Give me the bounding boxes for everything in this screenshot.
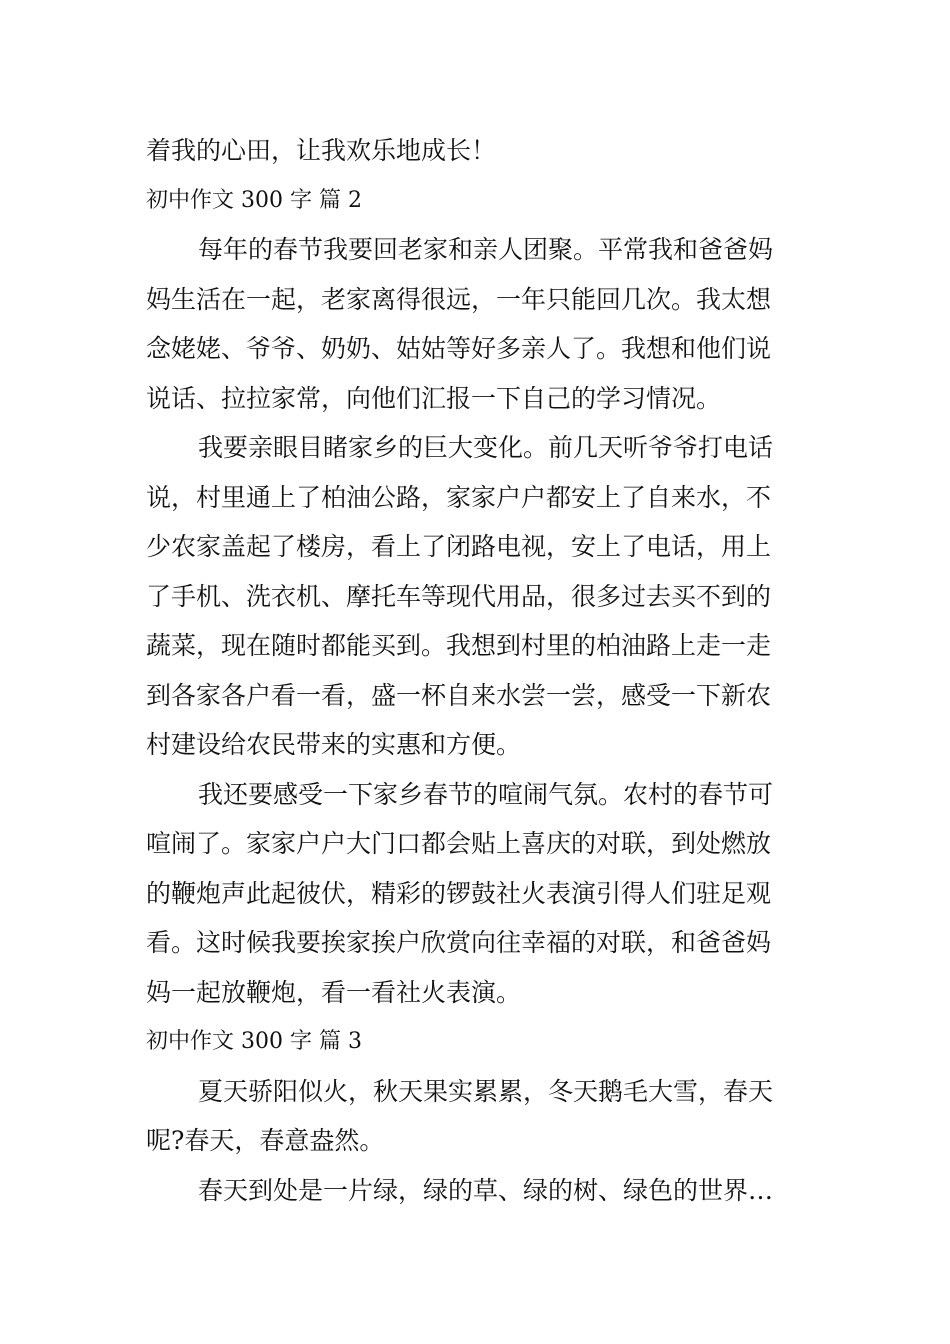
text-line: 春天到处是一片绿，绿的草、绿的树、绿色的世界…	[198, 1175, 774, 1205]
text-line: 说话、拉拉家常，向他们汇报一下自己的学习情况。	[146, 383, 722, 413]
text-line: 到各家各户看一看，盛一杯自来水尝一尝，感受一下新农	[146, 680, 772, 710]
text-line: 我要亲眼目睹家乡的巨大变化。前几天听爷爷打电话	[198, 433, 774, 462]
text-line: 夏天骄阳似火，秋天果实累累，冬天鹅毛大雪，春天	[198, 1076, 774, 1106]
text-line: 看。这时候我要挨家挨户欣赏向往幸福的对联，和爸爸妈	[146, 928, 772, 957]
text-line: 的鞭炮声此起彼伏，精彩的锣鼓社火表演引得人们驻足观	[146, 878, 772, 908]
text-line: 少农家盖起了楼房，看上了闭路电视，安上了电话，用上	[146, 532, 772, 561]
document-page	[146, 126, 808, 1215]
section-heading: 初中作文 300 字 篇 2	[146, 187, 362, 213]
text-line: 每年的春节我要回老家和亲人团聚。平常我和爸爸妈	[198, 235, 774, 264]
text-line: 蔬菜，现在随时都能买到。我想到村里的柏油路上走一走	[146, 631, 772, 660]
text-line: 妈一起放鞭炮，看一看社火表演。	[146, 977, 522, 1007]
text-line: 着我的心田，让我欢乐地成长！	[146, 136, 497, 165]
text-line: 念姥姥、爷爷、奶奶、姑姑等好多亲人了。我想和他们说	[146, 334, 772, 363]
text-line: 喧闹了。家家户户大门口都会贴上喜庆的对联，到处燃放	[146, 829, 772, 858]
section-heading: 初中作文 300 字 篇 3	[146, 1029, 362, 1054]
text-line: 妈生活在一起，老家离得很远，一年只能回几次。我太想	[146, 284, 772, 314]
text-line: 村建设给农民带来的实惠和方便。	[146, 730, 522, 759]
text-line: 呢?春天，春意盎然。	[146, 1126, 385, 1155]
text-line: 我还要感受一下家乡春节的喧闹气氛。农村的春节可	[198, 779, 774, 809]
text-line: 说，村里通上了柏油公路，家家户户都安上了自来水，不	[146, 482, 772, 512]
text-line: 了手机、洗衣机、摩托车等现代用品，很多过去买不到的	[146, 581, 772, 611]
